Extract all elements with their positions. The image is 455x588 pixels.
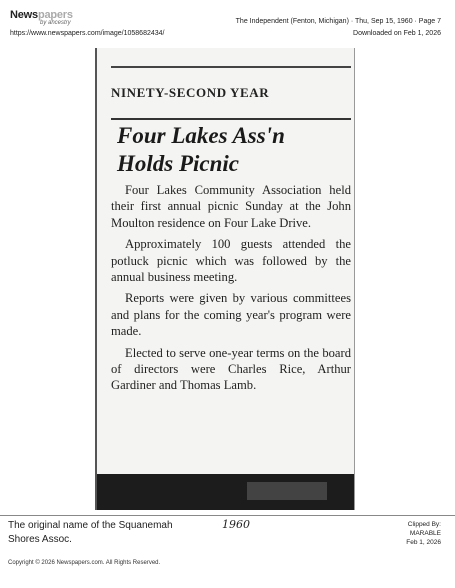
headline-line-1: Four Lakes Ass'n	[117, 123, 285, 148]
paragraph: Elected to serve one-year terms on the board of directors were Charles Rice, Arthur Gardiner and Thomas Lamb.	[111, 345, 351, 393]
headline-rule	[111, 118, 351, 120]
year-banner: NINETY-SECOND YEAR	[111, 85, 270, 100]
caption-line-2: Shores Assoc.	[8, 534, 72, 545]
clipped-by-label: Clipped By:	[407, 521, 441, 528]
newspaper-clipping	[95, 48, 355, 510]
next-article-edge	[97, 474, 354, 510]
headline-line-2: Holds Picnic	[117, 151, 240, 176]
article-headline	[117, 122, 353, 178]
paragraph: Four Lakes Community Association held their first annual picnic Sunday at the John Moulton residence on Four Lake Drive.	[111, 183, 351, 230]
top-rule	[111, 66, 351, 68]
publication-info: The Independent (Fenton, Michigan) · Thu, Sep 15, 1960 · Page 7	[235, 18, 441, 25]
logo-subtitle: by ancestry	[40, 20, 71, 26]
clipping-caption	[8, 519, 173, 547]
article-body	[111, 182, 351, 394]
image-url[interactable]: https://www.newspapers.com/image/1058682434/	[10, 30, 165, 37]
caption-line-1: The original name of the Squanemah	[8, 520, 173, 531]
footer-divider	[0, 515, 455, 516]
paragraph: Reports were given by various committees and plans for the coming year's program were made.	[111, 291, 351, 339]
faded-text-block	[247, 482, 327, 500]
logo-light-text: papers	[37, 9, 73, 21]
clipped-by-info	[406, 520, 441, 547]
handwritten-year: 1960	[222, 518, 250, 531]
clipped-date: Feb 1, 2026	[406, 539, 441, 546]
copyright-notice: Copyright © 2026 Newspapers.com. All Rights Reserved.	[8, 560, 161, 566]
paragraph: Approximately 100 guests attended the potluck picnic which was followed by the annual business meeting.	[111, 237, 351, 285]
logo-main-text: News	[10, 9, 38, 21]
download-date: Downloaded on Feb 1, 2026	[353, 30, 441, 37]
page-header	[0, 0, 455, 42]
clipped-by-user[interactable]: MARABLE	[409, 530, 441, 537]
